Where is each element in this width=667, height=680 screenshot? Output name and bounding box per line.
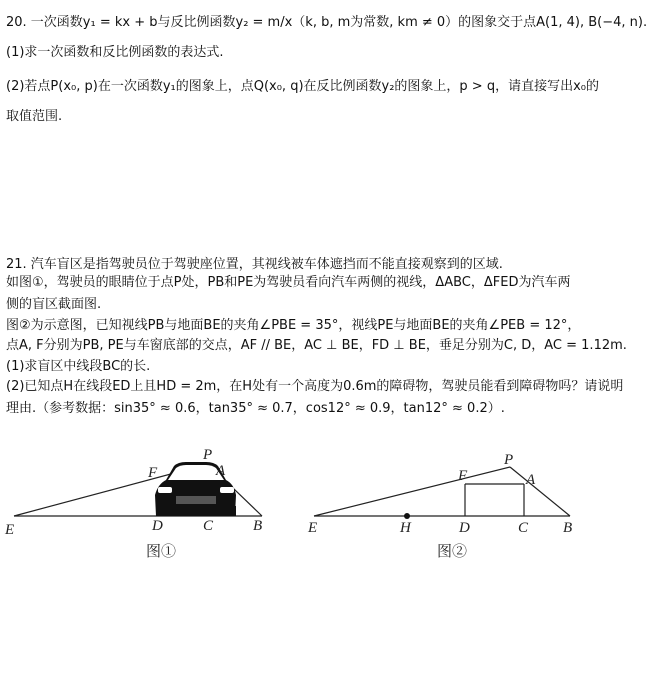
label-p: P xyxy=(504,452,514,468)
label-a: A xyxy=(216,463,226,479)
label-d: D xyxy=(459,520,470,536)
point-h xyxy=(404,513,410,519)
label-c: C xyxy=(203,518,214,534)
problem21-line3: 侧的盲区截面图. xyxy=(6,297,102,312)
sight-line-pb xyxy=(510,467,570,516)
label-h: H xyxy=(400,520,411,536)
sight-line-pe xyxy=(314,467,510,516)
problem21-line7: (2)已知点H在线段ED上且HD = 2m，在H处有一个高度为0.6m的障碍物，驾驶员能看到障碍物吗？请说明 xyxy=(6,379,624,394)
label-d: D xyxy=(152,518,163,534)
figure1-caption: 图① xyxy=(146,544,177,560)
figure2-caption: 图② xyxy=(437,544,468,560)
problem21-line6: (1)求盲区中线段BC的长. xyxy=(6,359,151,374)
label-f: F xyxy=(148,465,158,481)
label-p: P xyxy=(203,447,213,463)
figure2-diagram xyxy=(300,440,600,570)
problem20-line4: 取值范围. xyxy=(6,109,63,124)
label-e: E xyxy=(308,520,318,536)
figure1-diagram xyxy=(0,440,300,570)
problem20-line2: (1)求一次函数和反比例函数的表达式. xyxy=(6,45,224,60)
label-b: B xyxy=(563,520,573,536)
problem21-line1: 21. 汽车盲区是指驾驶员位于驾驶座位置，其视线被车体遮挡而不能直接观察到的区域. xyxy=(6,257,503,272)
problem21-line2: 如图①，驾驶员的眼睛位于点P处，PB和PE为驾驶员看向汽车两侧的视线，ΔABC，ΔFED为汽车两 xyxy=(6,275,571,290)
problem21-line4: 图②为示意图，已知视线PB与地面BE的夹角∠PBE = 35°，视线PE与地面BE的夹角∠PEB = 12°， xyxy=(6,318,581,333)
problem21-line5: 点A, F分别为PB, PE与车窗底部的交点，AF // BE，AC ⊥ BE，FD ⊥ BE，垂足分别为C, D，AC = 1.12m. xyxy=(6,338,627,353)
label-b: B xyxy=(253,518,263,534)
problem20-line1: 20. 一次函数y₁ = kx + b与反比例函数y₂ = m/x（k, b, m为常数, km ≠ 0）的图象交于点A(1, 4), B(−4, n). xyxy=(6,15,648,30)
label-f: F xyxy=(458,468,468,484)
problem20-line3: (2)若点P(x₀, p)在一次函数y₁的图象上，点Q(x₀, q)在反比例函数y₂的图象上，p > q，请直接写出x₀的 xyxy=(6,79,599,94)
label-c: C xyxy=(518,520,529,536)
label-a: A xyxy=(526,472,536,488)
label-e: E xyxy=(5,522,15,538)
problem21-line8: 理由.（参考数据：sin35° ≈ 0.6，tan35° ≈ 0.7，cos12° ≈ 0.9，tan12° ≈ 0.2）. xyxy=(6,401,505,416)
